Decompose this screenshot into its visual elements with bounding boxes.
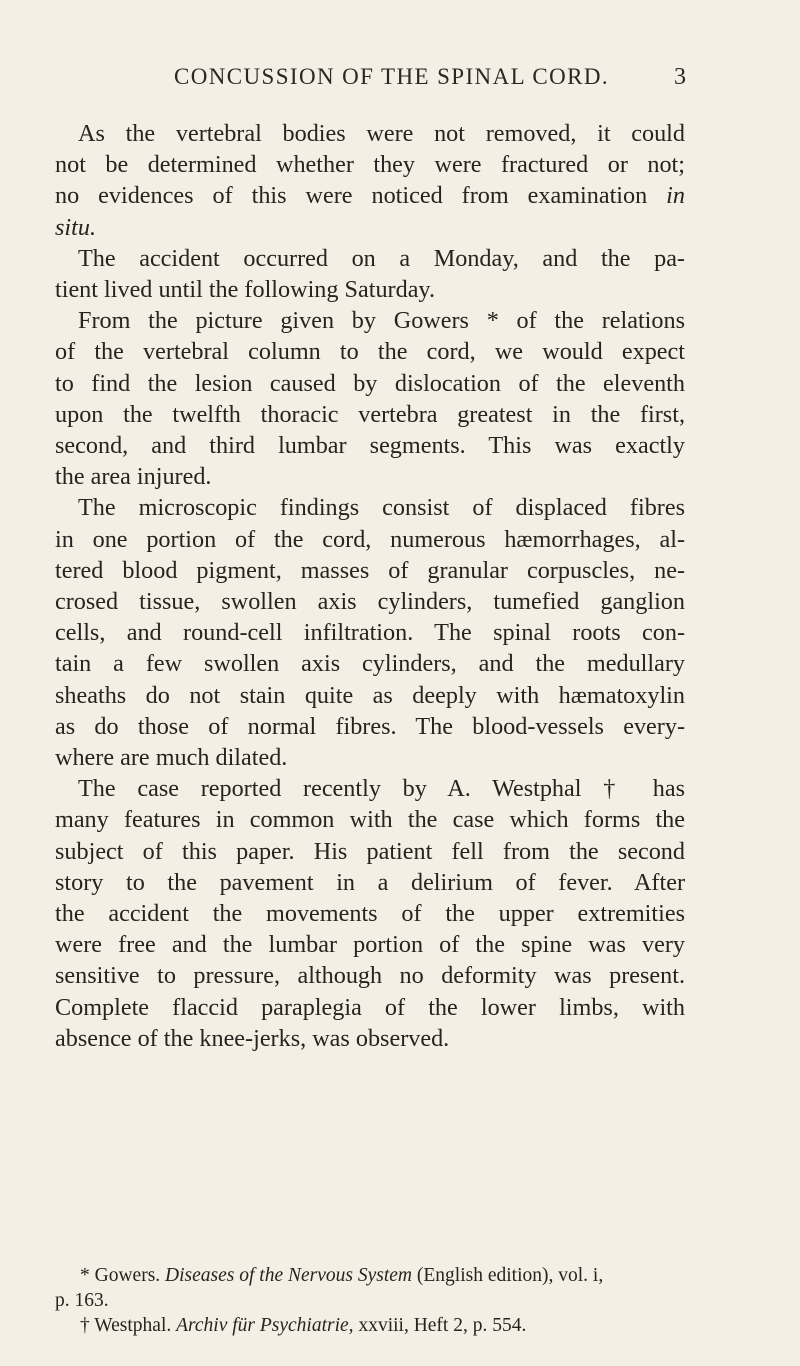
text-line: sheaths do not stain quite as deeply with hæmatoxylin — [55, 681, 685, 709]
text-line: story to the pavement in a delirium of fever. After — [55, 868, 685, 896]
text-line: in one portion of the cord, numerous hæmorrhages, al- — [55, 525, 685, 553]
footnote-rest: xxviii, Heft 2, p. 554. — [358, 1315, 527, 1336]
text-line: tient lived until the following Saturday. — [55, 276, 435, 304]
footnote-marker: † — [80, 1315, 90, 1336]
footnote-author: Gowers. — [94, 1265, 161, 1286]
footnotes — [55, 1263, 695, 1338]
text-line: The case reported recently by A. Westphal † has — [78, 775, 685, 803]
footnote-marker: * — [80, 1265, 90, 1286]
paragraph — [55, 773, 685, 1054]
text-line: were free and the lumbar portion of the spine was very — [55, 931, 685, 959]
text-line: of the vertebral column to the cord, we would expect — [55, 338, 685, 366]
footnote-continuation: p. 163. — [55, 1290, 109, 1311]
text-line: as do those of normal fibres. The blood-vessels every- — [55, 712, 685, 740]
footnote-line — [55, 1313, 695, 1338]
text-line: sensitive to pressure, although no deformity was present. — [55, 962, 685, 990]
footnote-rest: (English edition), vol. i, — [416, 1265, 604, 1286]
text-line: the area injured. — [55, 463, 212, 491]
text-line: many features in common with the case which forms the — [55, 806, 685, 834]
text-line: to find the lesion caused by dislocation of the eleventh — [55, 369, 685, 397]
text-line: Complete flaccid paraplegia of the lower limbs, with — [55, 993, 685, 1021]
italic-term: in — [666, 182, 685, 210]
footnote-title: Archiv für Psychiatrie, — [176, 1315, 354, 1336]
text-line — [55, 212, 685, 243]
footnote-author: Westphal. — [94, 1315, 172, 1336]
text-line: tered blood pigment, masses of granular corpuscles, ne- — [55, 556, 685, 584]
text-line: subject of this paper. His patient fell from the second — [55, 837, 685, 865]
text-line: crosed tissue, swollen axis cylinders, tumefied ganglion — [55, 588, 685, 616]
footnote-westphal — [55, 1313, 695, 1338]
text-line: not be determined whether they were fractured or not; — [55, 151, 685, 179]
text-line-main: no evidences of this were noticed from examination — [55, 182, 667, 210]
text-line: second, and third lumbar segments. This was exactly — [55, 432, 685, 460]
paragraph — [55, 243, 685, 305]
page-header — [0, 64, 800, 98]
paragraph — [55, 118, 685, 243]
page-number: 3 — [674, 64, 686, 90]
text-line: absence of the knee-jerks, was observed. — [55, 1024, 450, 1052]
body-text — [55, 118, 685, 1054]
text-line: where are much dilated. — [55, 744, 288, 772]
text-line: upon the twelfth thoracic vertebra greatest in the first, — [55, 400, 685, 428]
footnote-gowers — [55, 1263, 695, 1313]
text-line: the accident the movements of the upper extremities — [55, 900, 685, 928]
italic-term: situ. — [55, 213, 96, 241]
footnote-title: Diseases of the Nervous System — [165, 1265, 412, 1286]
paragraph — [55, 492, 685, 773]
text-line: From the picture given by Gowers * of the relations — [78, 307, 685, 335]
text-line: tain a few swollen axis cylinders, and the medullary — [55, 650, 685, 678]
text-line: cells, and round-cell infiltration. The spinal roots con- — [55, 619, 685, 647]
running-head: CONCUSSION OF THE SPINAL CORD. — [174, 64, 609, 89]
text-line: The accident occurred on a Monday, and the pa- — [78, 244, 685, 272]
text-line — [55, 180, 685, 211]
text-line: The microscopic findings consist of displaced fibres — [78, 494, 685, 522]
footnote-line — [55, 1263, 695, 1288]
paragraph — [55, 305, 685, 492]
text-line: As the vertebral bodies were not removed, it could — [78, 120, 685, 147]
